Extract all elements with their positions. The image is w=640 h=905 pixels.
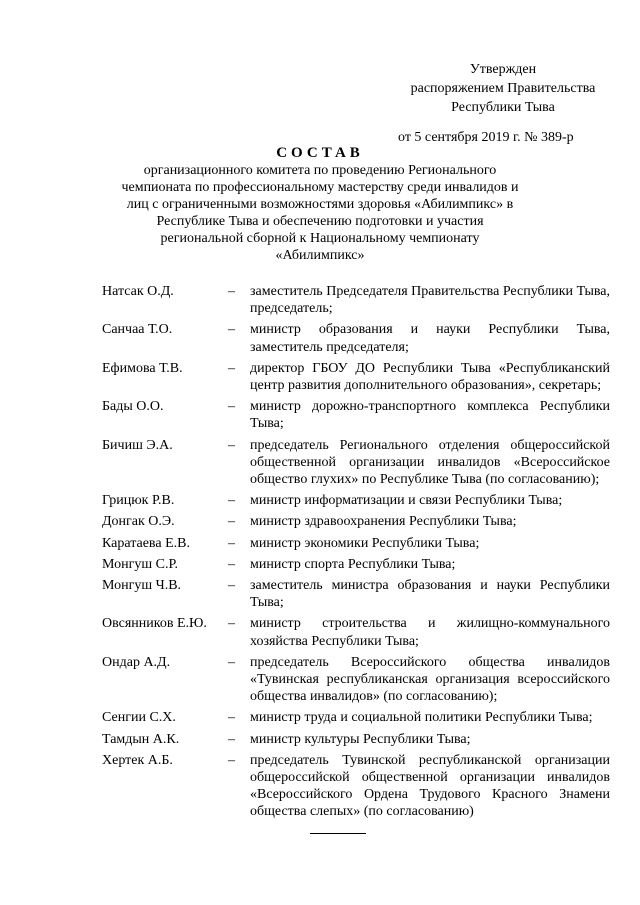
member-row bbox=[102, 556, 622, 573]
member-row bbox=[102, 492, 622, 509]
member-row bbox=[102, 752, 622, 821]
member-role: председатель Тувинской республиканской организации общероссийской общественной организации инвалидов «Всероссийского Ордена Трудового Красного Знамени общества слепых» (по согласованию) bbox=[250, 752, 610, 820]
member-dash: – bbox=[228, 360, 235, 376]
end-divider bbox=[310, 833, 366, 834]
member-row bbox=[102, 398, 622, 432]
member-row bbox=[102, 437, 622, 489]
member-role: министр строительства и жилищно-коммунального хозяйства Республики Тыва; bbox=[250, 616, 610, 649]
member-dash: – bbox=[228, 322, 235, 338]
member-dash: – bbox=[228, 710, 235, 726]
document-subtitle: организационного комитета по проведению Регионального чемпионата по профессиональному мастерству среди инвалидов и лиц с ограниченными возможностями здоровья «Абилимпикс» в Республике Тыва и обеспечению подготовки и участия региональной сборной к Национальному чемпионату «Абилимпикс» bbox=[121, 163, 519, 263]
approval-block bbox=[388, 60, 618, 147]
member-dash: – bbox=[228, 616, 235, 632]
member-row bbox=[102, 615, 622, 649]
member-role: министр образования и науки Республики Тыва, заместитель председателя; bbox=[250, 322, 610, 355]
member-name: Бичиш Э.А. bbox=[102, 437, 173, 453]
member-dash: – bbox=[228, 514, 235, 530]
member-role: министр информатизации и связи Республики Тыва; bbox=[250, 493, 563, 509]
approval-date: от 5 сентября 2019 г. № 389-р bbox=[398, 130, 574, 145]
member-dash: – bbox=[228, 437, 235, 453]
member-role: министр культуры Республики Тыва; bbox=[250, 731, 471, 747]
member-row bbox=[102, 654, 622, 706]
member-row bbox=[102, 513, 622, 530]
member-row bbox=[102, 321, 622, 355]
member-name: Санчаа Т.О. bbox=[102, 322, 173, 338]
member-dash: – bbox=[228, 731, 235, 747]
member-name: Монгуш Ч.В. bbox=[102, 578, 182, 594]
member-dash: – bbox=[228, 556, 235, 572]
member-name: Донгак О.Э. bbox=[102, 514, 175, 530]
member-role: заместитель Председателя Правительства Республики Тыва, председатель; bbox=[250, 284, 610, 317]
member-name: Каратаева Е.В. bbox=[102, 535, 190, 551]
member-name: Бады О.О. bbox=[102, 399, 164, 415]
member-dash: – bbox=[228, 284, 235, 299]
member-name: Ондар А.Д. bbox=[102, 654, 171, 670]
member-row bbox=[102, 535, 622, 552]
member-name: Ефимова Т.В. bbox=[102, 360, 183, 376]
approval-line-approved: Утвержден bbox=[469, 62, 537, 77]
member-name: Хертек А.Б. bbox=[102, 752, 173, 768]
member-row bbox=[102, 360, 622, 394]
member-name: Тамдын А.К. bbox=[102, 731, 180, 747]
member-role: министр экономики Республики Тыва; bbox=[250, 535, 480, 551]
member-dash: – bbox=[228, 752, 235, 768]
member-role: министр спорта Республики Тыва; bbox=[250, 556, 456, 572]
member-dash: – bbox=[228, 399, 235, 415]
member-name: Сенгии С.Х. bbox=[102, 710, 176, 726]
member-row bbox=[102, 283, 622, 317]
member-role: заместитель министра образования и науки Республики Тыва; bbox=[250, 578, 610, 611]
member-role: министр здравоохранения Республики Тыва; bbox=[250, 514, 517, 530]
member-name: Овсянников Е.Ю. bbox=[102, 616, 207, 632]
member-dash: – bbox=[228, 578, 235, 594]
member-name: Натсак О.Д. bbox=[102, 284, 174, 299]
member-role: директор ГБОУ ДО Республики Тыва «Республиканский центр развития дополнительного образования», секретарь; bbox=[250, 360, 610, 394]
approval-line-government: Республики Тыва bbox=[451, 100, 555, 115]
approval-line-order: распоряжением Правительства bbox=[410, 81, 596, 96]
member-role: министр труда и социальной политики Республики Тыва; bbox=[250, 710, 593, 726]
member-name: Грицюк Р.В. bbox=[102, 493, 175, 509]
members-list bbox=[102, 283, 622, 825]
member-dash: – bbox=[228, 493, 235, 509]
member-name: Монгуш С.Р. bbox=[102, 556, 178, 572]
member-row bbox=[102, 731, 622, 748]
member-role: председатель Всероссийского общества инвалидов «Тувинская республиканская организация всероссийского общества инвалидов» (по согласованию); bbox=[250, 654, 610, 705]
member-role: председатель Регионального отделения общероссийской общественной организации инвалидов «Всероссийское общество глухих» по Республике Тыва (по согласованию); bbox=[250, 437, 610, 488]
member-row bbox=[102, 709, 622, 726]
member-dash: – bbox=[228, 654, 235, 670]
member-role: министр дорожно-транспортного комплекса Республики Тыва; bbox=[250, 399, 610, 432]
member-row bbox=[102, 577, 622, 611]
document-title: СОСТАВ bbox=[276, 145, 364, 161]
member-dash: – bbox=[228, 535, 235, 551]
